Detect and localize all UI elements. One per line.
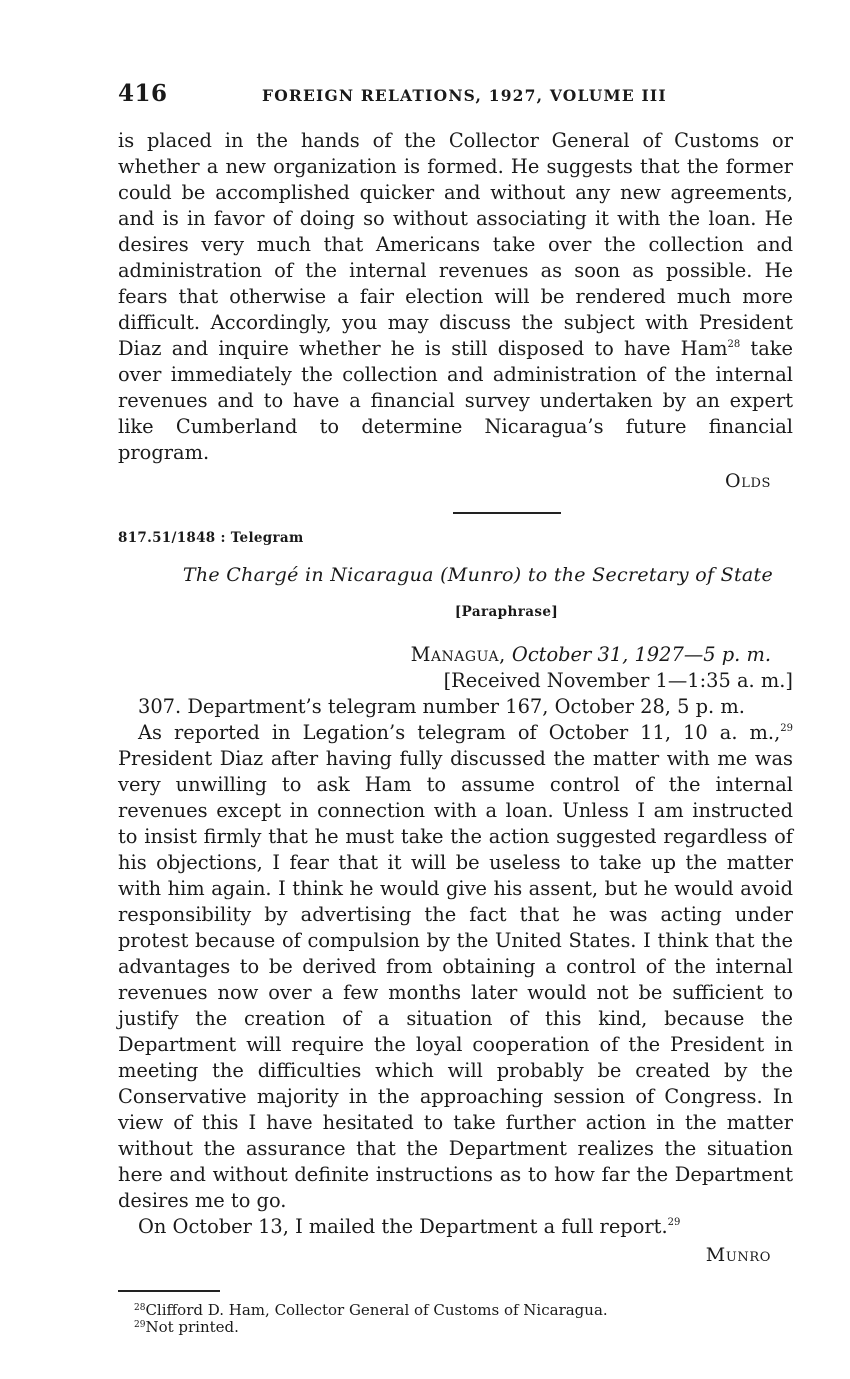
- footnote-text: Clifford D. Ham, Collector General of Customs of Nicaragua.: [145, 1301, 608, 1319]
- footnote-ref-29[interactable]: 29: [780, 723, 793, 734]
- footnote-rule: [118, 1290, 220, 1292]
- dateline: [118, 642, 793, 668]
- section-divider: [453, 512, 561, 514]
- document-title: The Chargé in Nicaragua (Munro) to the Secretary of State: [182, 564, 773, 586]
- dateline-date: October 31, 1927—5 p. m.: [511, 643, 771, 666]
- footnote-28: [134, 1302, 793, 1319]
- telegram-paragraph-3: [118, 1214, 793, 1240]
- telegram-paragraph-2-body: President Diaz after having fully discussed the matter with me was very unwilling to ask Ham to assume control of the internal revenues except in connection with a loan. Unless I am instructed to insist firmly that he must take the action suggested regardless of his objections, I fear that it will be useless to take up the matter with him again. I think he would give his assent, but he would avoid responsibility by advertising the fact that he was acting under protest because of compulsion by the United States. I think that the advantages to be derived from obtaining a control of the internal revenues now over a few months later would not be sufficient to justify the creation of a situation of this kind, because the Department will require the loyal cooperation of the President in meeting the difficulties which will probably be created by the Conservative majority in the approaching session of Congress. In view of this I have hesitated to take further action in the matter without the assurance that the Department realizes the situation here and without definite instructions as to how far the Department desires me to go.: [118, 747, 793, 1212]
- running-head-title: FOREIGN RELATIONS, 1927, VOLUME III: [262, 86, 667, 105]
- footnote-29: [134, 1319, 793, 1336]
- footnote-text: Not printed.: [145, 1318, 239, 1336]
- paraphrase-label: [Paraphrase]: [454, 604, 559, 620]
- page: [118, 80, 793, 1336]
- running-head: [118, 80, 793, 110]
- continued-paragraph-text-end: take over immediately the collection and administration of the internal revenues and to have a financial survey undertaken by an expert like Cumberland to determine Nicaragua’s future financial program.: [118, 337, 793, 464]
- signature-olds: Olds: [725, 470, 771, 492]
- footnote-mark: 28: [134, 1303, 146, 1313]
- continued-paragraph: [118, 128, 793, 466]
- footnote-mark: 29: [134, 1320, 146, 1330]
- footnote-ref-29-second[interactable]: 29: [667, 1217, 681, 1228]
- telegram-paragraph-3-text: On October 13, I mailed the Department a full report.: [138, 1215, 668, 1238]
- continued-paragraph-text: is placed in the hands of the Collector General of Customs or whether a new organization is formed. He suggests that the former could be accomplished quicker and without any new agreements, and is in favor of doing so without associating it with the loan. He desires very much that Americans take over the collection and administration of the internal revenues as soon as possible. He fears that otherwise a fair election will be rendered much more difficult. Accordingly, you may discuss the subject with President Diaz and inquire whether he is still disposed to have Ham: [118, 129, 793, 360]
- signature-munro: Munro: [705, 1244, 771, 1266]
- dateline-place: Managua,: [410, 643, 506, 666]
- telegram-paragraph-2: [118, 720, 793, 1214]
- file-reference: 817.51/1848 : Telegram: [118, 530, 304, 546]
- footnotes: [118, 1302, 793, 1336]
- footnote-ref-28[interactable]: 28: [727, 339, 741, 350]
- telegram-paragraph-2-start: As reported in Legation’s telegram of October 11, 10 a. m.,: [138, 721, 781, 744]
- page-number: 416: [118, 80, 168, 107]
- received-line: [Received November 1—1:35 a. m.]: [443, 669, 793, 692]
- telegram-paragraph-1: 307. Department’s telegram number 167, October 28, 5 p. m.: [138, 695, 745, 718]
